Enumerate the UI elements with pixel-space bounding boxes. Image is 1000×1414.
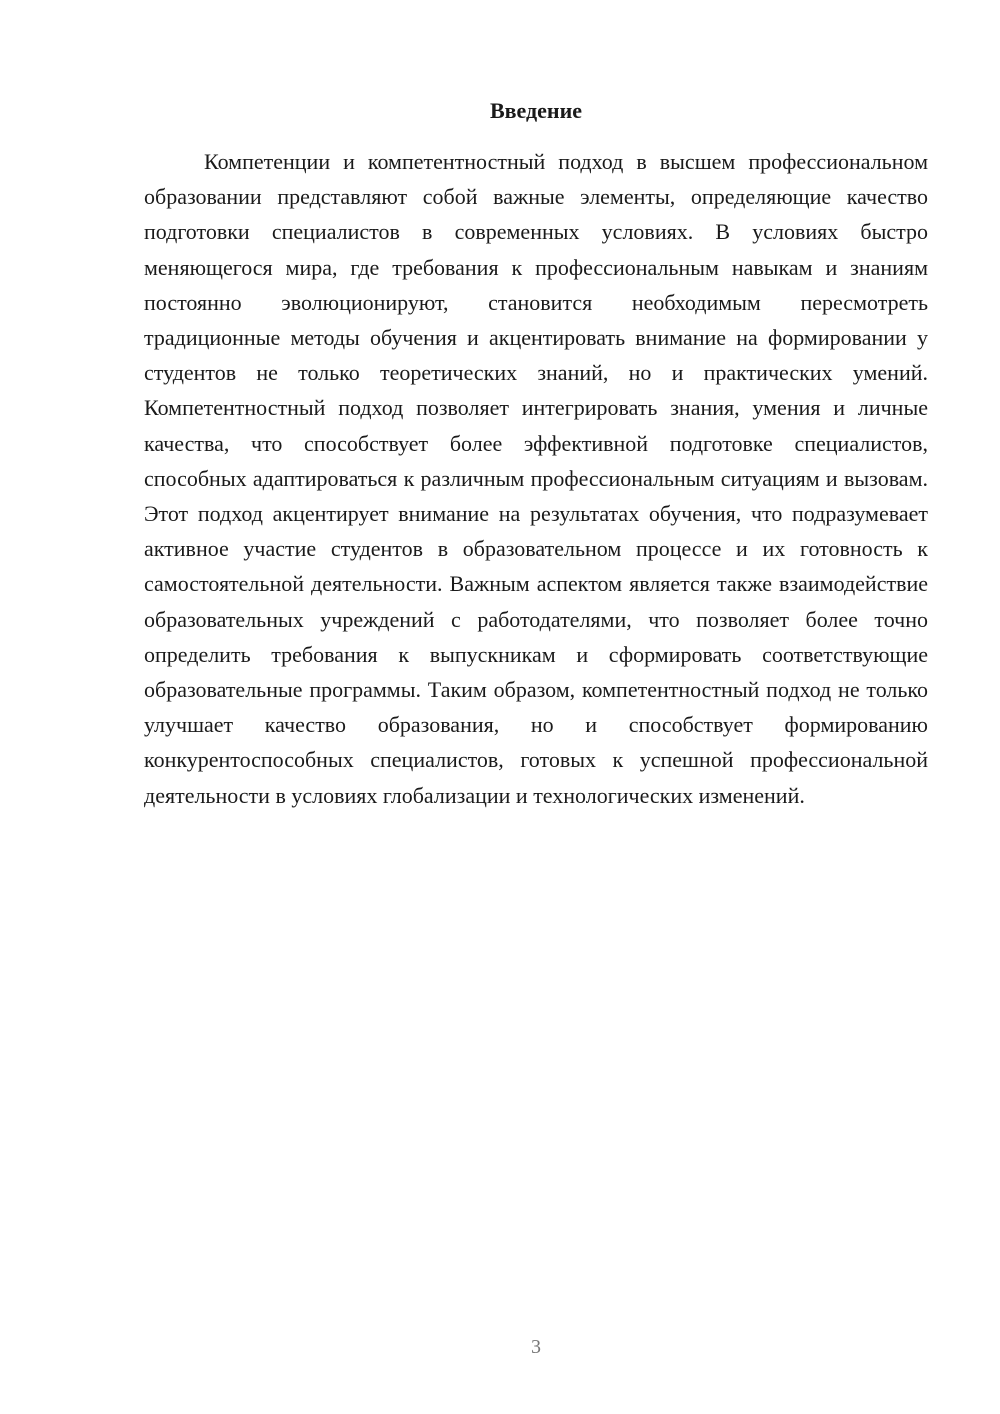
page-title: Введение: [489, 98, 583, 123]
page-number: 3: [531, 1336, 541, 1358]
body-paragraph: Компетенции и компетентностный подход в высшем профессиональном образовании представляют собой важные элементы, определяющие качество подготовки специалистов в современных условиях. В условиях быстро меняющегося мира, где требования к профессиональным навыкам и знаниям постоянно эволюционируют, становится необходимым пересмотреть традиционные методы обучения и акцентировать внимание на формировании у студентов не только теоретических знаний, но и практических умений. Компетентностный подход позволяет интегрировать знания, умения и личные качества, что способствует более эффективной подготовке специалистов, способных адаптироваться к различным профессиональным ситуациям и вызовам. Этот подход акцентирует внимание на результатах обучения, что подразумевает активное участие студентов в образовательном процессе и их готовность к самостоятельной деятельности. Важным аспектом является также взаимодействие образовательных учреждений с работодателями, что позволяет более точно определить требования к выпускникам и сформировать соответствующие образовательные программы. Таким образом, компетентностный подход не только улучшает качество образования, но и способствует формированию конкурентоспособных специалистов, готовых к успешной профессиональной деятельности в условиях глобализации и технологических изменений.: [144, 149, 928, 808]
